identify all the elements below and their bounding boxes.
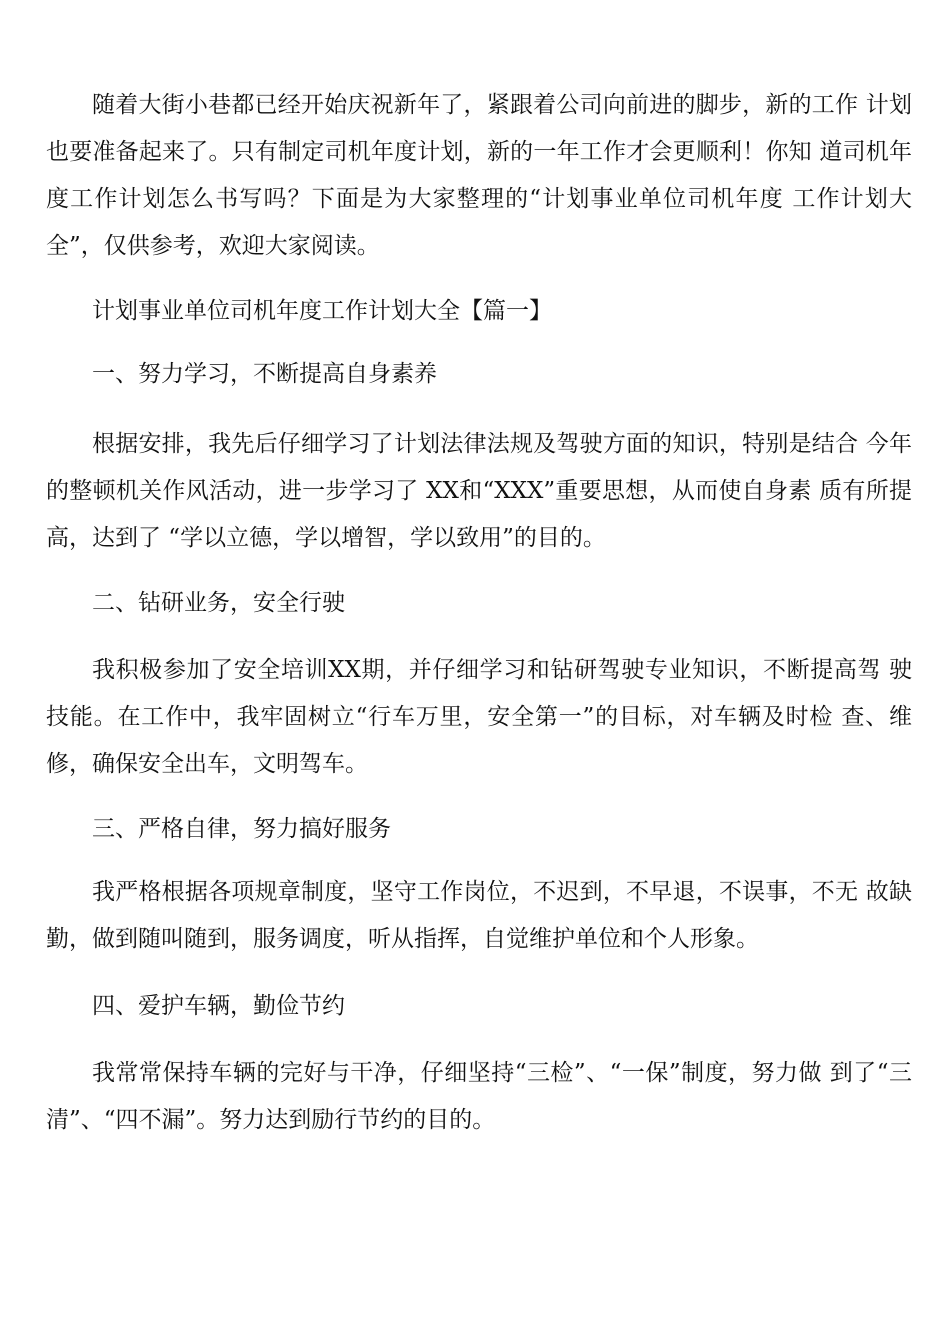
paragraph-discipline: 我严格根据各项规章制度，坚守工作岗位，不迟到，不早退，不误事，不无 故缺勤，做到随叫随到，服务调度，听从指挥，自觉维护单位和个人形象。 (46, 879, 912, 952)
section-title: 计划事业单位司机年度工作计划大全【篇一】 (92, 298, 552, 324)
heading-discipline: 三、严格自律，努力搞好服务 (92, 816, 391, 842)
paragraph-business: 我积极参加了安全培训XX期，并仔细学习和钻研驾驶专业知识，不断提高驾 驶技能。在工作中，我牢固树立“行车万里，安全第一”的目标，对车辆及时检 查、维修，确保安全出车，文明驾车。 (46, 657, 912, 777)
heading-business: 二、钻研业务，安全行驶 (92, 590, 345, 616)
heading-vehicle: 四、爱护车辆，勤俭节约 (92, 993, 345, 1019)
intro-paragraph: 随着大街小巷都已经开始庆祝新年了，紧跟着公司向前进的脚步，新的工作 计划也要准备起来了。只有制定司机年度计划，新的一年工作才会更顺利！你知 道司机年度工作计划怎么书写吗？下面是为大家整理的“计划事业单位司机年度 工作计划大全”，仅供参考，欢迎大家阅读。 (46, 92, 912, 259)
paragraph-vehicle: 我常常保持车辆的完好与干净，仔细坚持“三检”、“一保”制度，努力做 到了“三清”、“四不漏”。努力达到励行节约的目的。 (46, 1060, 912, 1133)
heading-study: 一、努力学习，不断提高自身素养 (92, 361, 437, 387)
paragraph-study: 根据安排，我先后仔细学习了计划法律法规及驾驶方面的知识，特别是结合 今年的整顿机关作风活动，进一步学习了 XX和“XXX”重要思想，从而使自身素 质有所提高，达到了 “学以立德，学以增智，学以致用”的目的。 (46, 431, 912, 551)
